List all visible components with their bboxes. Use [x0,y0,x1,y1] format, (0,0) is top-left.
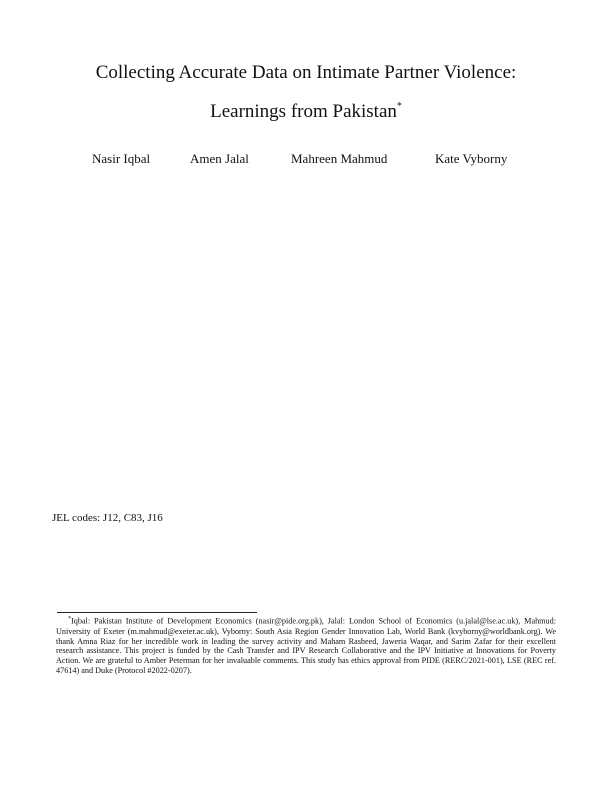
paper-title-line-2 [0,102,612,121]
paper-title-line-1: Collecting Accurate Data on Intimate Partner Violence: [95,62,517,83]
footnote [56,615,556,676]
author-name: Amen Jalal [190,151,249,166]
author-name: Kate Vyborny [435,151,508,166]
title-footnote-marker: * [396,101,402,112]
footnote-marker: * [68,616,71,622]
footnote-text: Iqbal: Pakistan Institute of Development Economics (nasir@pide.org.pk), Jalal: London School of Economics (u.jalal@lse.ac.uk), Mahmud: University of Exeter (m.mahmud@exeter.ac.uk), Vyborny: South Asia Region Gender Innovation Lab, World Bank (kvyborny@worldbank.org). We thank Amna Riaz for her incredible work in leading the survey activity and Maham Rasheed, Jaweria Waqar, and Sarim Zafar for their excellent research assistance. This project is funded by the Cash Transfer and IPV Research Collaborative and the IPV Initiative at Innovations for Poverty Action. We are grateful to Amber Peterman for her invaluable comments. This study has ethics approval from PIDE (RERC/2021-001), LSE (REC ref. 47614) and Duke (Protocol #2022-0207). [56,616,556,676]
author-name: Mahreen Mahmud [291,151,388,166]
jel-codes: JEL codes: J12, C83, J16 [52,512,163,524]
paper-title-text: Learnings from Pakistan [210,101,397,122]
footnote-rule [57,612,257,613]
author-name: Nasir Iqbal [92,151,151,166]
author-list [80,151,540,171]
